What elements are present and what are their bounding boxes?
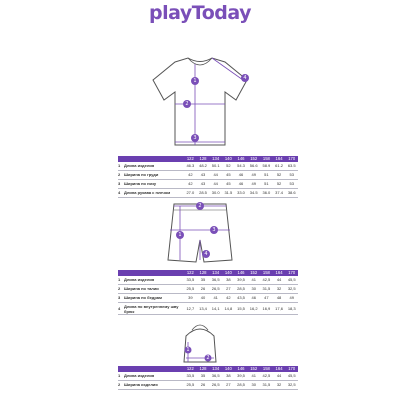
- size-header: 122 128 134 140 146 152 158 164 170: [118, 270, 298, 276]
- tshirt-size-table: [118, 156, 298, 198]
- badge-3: 3: [212, 227, 216, 233]
- table-row: 2 Ширина по талии 25,5 26 26,5 27 28,5 30 31,5 32 32,5: [118, 285, 298, 294]
- logo-text: playToday: [149, 2, 251, 24]
- badge-1: 1: [186, 347, 190, 353]
- tshirt-diagram: [140, 50, 260, 155]
- badge-3: 3: [193, 135, 197, 141]
- bag-diagram: [176, 318, 224, 366]
- bag-size-table: [118, 366, 298, 390]
- badge-4: 4: [243, 75, 247, 81]
- table-row: 3 Ширина по низу 42 43 44 45 46 49 51 52 53: [118, 180, 298, 189]
- table-row: 4 Длина по внутреннему шву брюк 12,7 13,4 14,1 14,8 15,5 16,2 16,9 17,6 18,3: [118, 303, 298, 315]
- badge-1: 1: [193, 78, 197, 84]
- table-row: 4 Длина рукава с плечом 27.0 28.5 30.0 31.5 33.0 34.5 36.0 37.4 38.6: [118, 189, 298, 198]
- badge-2: 2: [206, 355, 210, 361]
- badge-1: 1: [178, 232, 182, 238]
- brand-logo: [0, 2, 400, 24]
- badge-2: 2: [198, 203, 202, 209]
- shorts-diagram: [160, 200, 240, 268]
- table-row: 1 Длина изделия 33,5 35 36,5 38 39,5 41 42,5 44 45,5: [118, 372, 298, 381]
- size-header: 122 128 134 140 146 152 158 164 170: [118, 156, 298, 162]
- shorts-size-table: [118, 270, 298, 315]
- table-row: 2 Ширина по груди 42 43 44 45 46 49 51 52 53: [118, 171, 298, 180]
- table-row: 3 Ширина по бедрам 39 40 41 42 43,5 46 47 48 49: [118, 294, 298, 303]
- table-row: 1 Длина изделия 46.3 48.2 50.1 52 54.3 56.6 58.9 61.2 63.5: [118, 162, 298, 171]
- size-header: 122 128 134 140 146 152 158 164 170: [118, 366, 298, 372]
- tshirt-outline: [153, 58, 247, 145]
- table-row: 1 Длина изделия 33,5 35 36,5 38 39,5 41 42,5 44 45,5: [118, 276, 298, 285]
- table-row: 2 Ширина изделия 25,5 26 26,5 27 28,5 30 31,5 32 32,5: [118, 381, 298, 390]
- badge-2: 2: [185, 101, 189, 107]
- badge-4: 4: [204, 251, 208, 257]
